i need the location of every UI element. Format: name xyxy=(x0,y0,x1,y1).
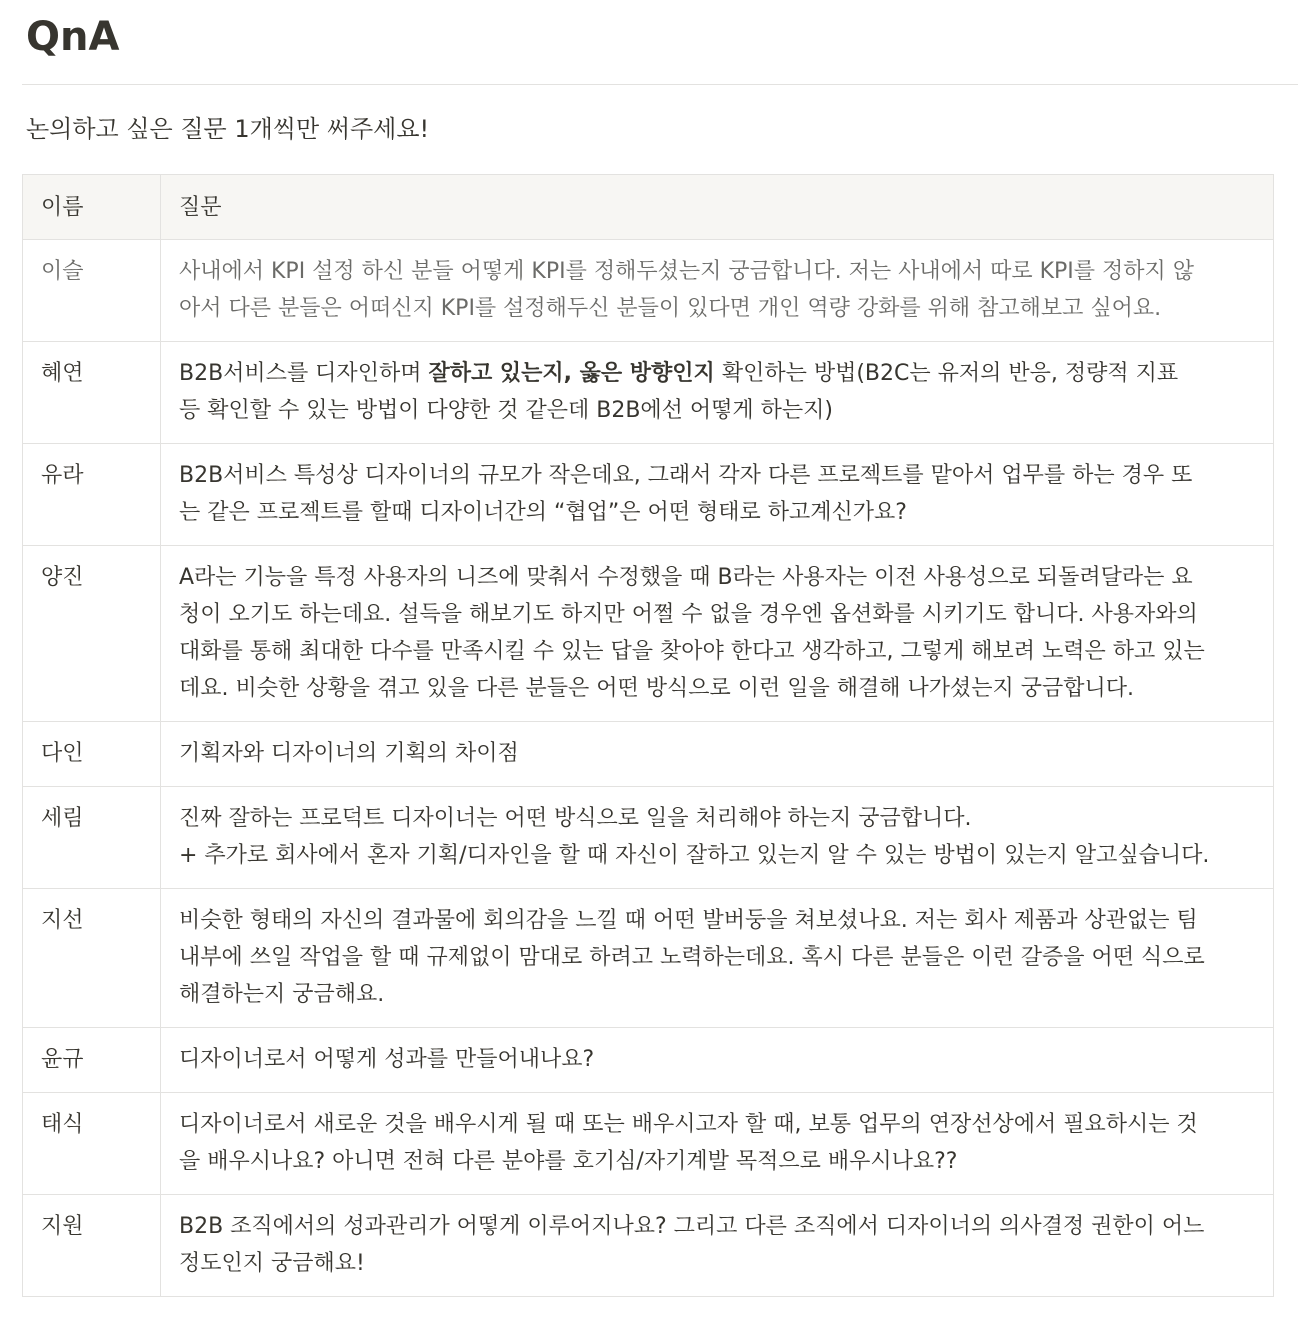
row-name: 지선 xyxy=(23,889,161,1028)
header-name: 이름 xyxy=(23,175,161,240)
row-question xyxy=(161,722,1274,787)
row-name: 지원 xyxy=(23,1195,161,1297)
row-name: 유라 xyxy=(23,444,161,546)
question-line: 데요. 비슷한 상황을 겪고 있을 다른 분들은 어떤 방식으로 이런 일을 해결해 나가셨는지 궁금합니다. xyxy=(179,676,1134,701)
question-line: A라는 기능을 특정 사용자의 니즈에 맞춰서 수정했을 때 B라는 사용자는 이전 사용성으로 되돌려달라는 요 xyxy=(179,565,1193,590)
question-line: 디자이너로서 어떻게 성과를 만들어내나요? xyxy=(179,1047,595,1072)
question-line: 는 같은 프로젝트를 할때 디자이너간의 “협업”은 어떤 형태로 하고계신가요? xyxy=(179,500,907,525)
question-line: 을 배우시나요? 아니면 전혀 다른 분야를 호기심/자기계발 목적으로 배우시나요?? xyxy=(179,1149,958,1174)
table-header-row xyxy=(23,175,1274,240)
question-line: 등 확인할 수 있는 방법이 다양한 것 같은데 B2B에선 어떻게 하는지) xyxy=(179,398,833,423)
row-name: 양진 xyxy=(23,546,161,722)
row-question xyxy=(161,1093,1274,1195)
row-question xyxy=(161,342,1274,444)
row-name: 혜연 xyxy=(23,342,161,444)
question-text: B2B서비스를 디자인하며 xyxy=(179,361,429,386)
row-question xyxy=(161,444,1274,546)
row-name: 태식 xyxy=(23,1093,161,1195)
page-title: QnA xyxy=(26,14,120,60)
intro-text: 논의하고 싶은 질문 1개씩만 써주세요! xyxy=(26,115,430,143)
table-row xyxy=(23,240,1274,342)
table-row xyxy=(23,889,1274,1028)
row-name: 세림 xyxy=(23,787,161,889)
table-row xyxy=(23,722,1274,787)
header-question: 질문 xyxy=(161,175,1274,240)
table-row xyxy=(23,342,1274,444)
question-line: 진짜 잘하는 프로덕트 디자이너는 어떤 방식으로 일을 처리해야 하는지 궁금합니다. xyxy=(179,806,972,831)
row-name: 이슬 xyxy=(23,240,161,342)
row-question xyxy=(161,240,1274,342)
question-line: 아서 다른 분들은 어떠신지 KPI를 설정해두신 분들이 있다면 개인 역량 강화를 위해 참고해보고 싶어요. xyxy=(179,296,1162,321)
question-line: 사내에서 KPI 설정 하신 분들 어떻게 KPI를 정해두셨는지 궁금합니다. 저는 사내에서 따로 KPI를 정하지 않 xyxy=(179,259,1195,284)
question-text: 확인하는 방법(B2C는 유저의 반응, 정량적 지표 xyxy=(714,361,1179,386)
row-name: 다인 xyxy=(23,722,161,787)
question-line: 해결하는지 궁금해요. xyxy=(179,982,385,1007)
title-divider xyxy=(22,84,1298,85)
row-question xyxy=(161,787,1274,889)
question-line: 정도인지 궁금해요! xyxy=(179,1251,365,1276)
row-name: 윤규 xyxy=(23,1028,161,1093)
question-line: 기획자와 디자이너의 기획의 차이점 xyxy=(179,741,519,766)
row-question xyxy=(161,546,1274,722)
table-row xyxy=(23,1028,1274,1093)
table-row xyxy=(23,1195,1274,1297)
question-emphasis: 잘하고 있는지, 옳은 방향인지 xyxy=(428,361,715,386)
question-line: 디자이너로서 새로운 것을 배우시게 될 때 또는 배우시고자 할 때, 보통 업무의 연장선상에서 필요하시는 것 xyxy=(179,1112,1198,1137)
qna-table xyxy=(22,174,1274,1297)
row-question xyxy=(161,889,1274,1028)
question-line: 청이 오기도 하는데요. 설득을 해보기도 하지만 어쩔 수 없을 경우엔 옵션화를 시키기도 합니다. 사용자와의 xyxy=(179,602,1198,627)
question-line: 대화를 통해 최대한 다수를 만족시킬 수 있는 답을 찾아야 한다고 생각하고, 그렇게 해보려 노력은 하고 있는 xyxy=(179,639,1205,664)
question-line: + 추가로 회사에서 혼자 기획/디자인을 할 때 자신이 잘하고 있는지 알 수 있는 방법이 있는지 알고싶습니다. xyxy=(179,843,1210,868)
table-row xyxy=(23,1093,1274,1195)
question-line: B2B 조직에서의 성과관리가 어떻게 이루어지나요? 그리고 다른 조직에서 디자이너의 의사결정 권한이 어느 xyxy=(179,1214,1205,1239)
row-question xyxy=(161,1195,1274,1297)
question-line: B2B서비스 특성상 디자이너의 규모가 작은데요, 그래서 각자 다른 프로젝트를 맡아서 업무를 하는 경우 또 xyxy=(179,463,1193,488)
row-question xyxy=(161,1028,1274,1093)
table-row xyxy=(23,546,1274,722)
table-row xyxy=(23,444,1274,546)
question-line: 내부에 쓰일 작업을 할 때 규제없이 맘대로 하려고 노력하는데요. 혹시 다른 분들은 이런 갈증을 어떤 식으로 xyxy=(179,945,1205,970)
table-row xyxy=(23,787,1274,889)
question-line: 비슷한 형태의 자신의 결과물에 회의감을 느낄 때 어떤 발버둥을 쳐보셨나요. 저는 회사 제품과 상관없는 팀 xyxy=(179,908,1198,933)
